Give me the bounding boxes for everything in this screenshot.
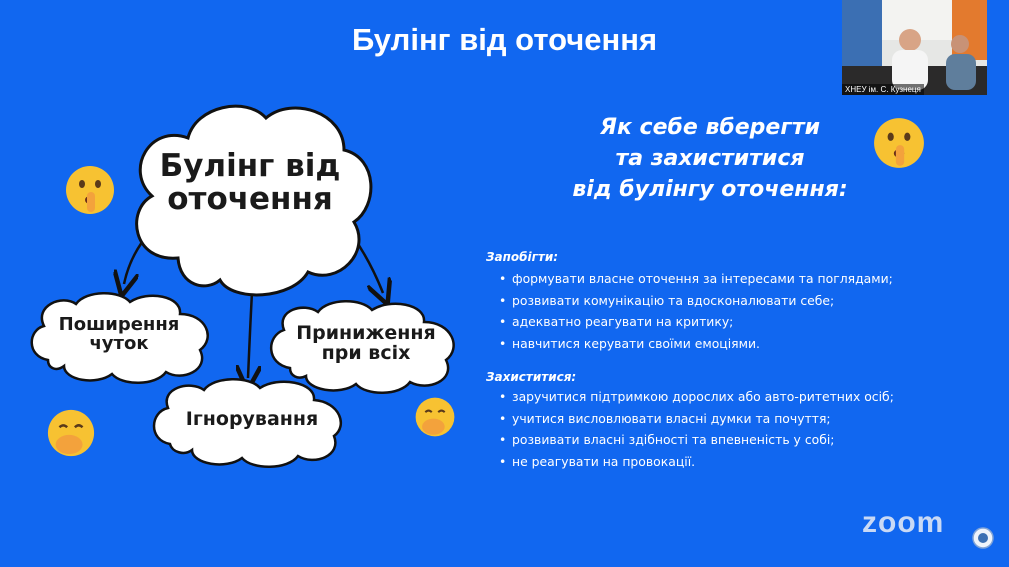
hand-over-mouth-face-icon xyxy=(46,408,96,458)
left-cloud-line-1: Поширення xyxy=(58,314,180,335)
list-item: • формувати власне оточення за інтересами та поглядами; xyxy=(512,268,893,290)
left-cloud-text xyxy=(44,316,194,354)
arrow-down xyxy=(248,292,252,378)
prevent-list xyxy=(486,268,893,354)
heading-line-1: Як себе вберегти xyxy=(600,115,820,140)
heading-line-3: від булінгу оточення: xyxy=(572,177,848,202)
protection-heading xyxy=(520,112,900,205)
list-item: • розвивати комунікацію та вдосконалювати себе; xyxy=(512,290,893,312)
bottom-cloud-text: Ігнорування xyxy=(185,408,319,430)
center-cloud-line-1: Булінг від xyxy=(159,148,341,184)
prevent-label: Запобігти: xyxy=(486,250,559,264)
zoom-logo: zoom xyxy=(862,506,945,539)
heading-line-2: та захиститися xyxy=(615,146,805,171)
left-cloud-line-2: чуток xyxy=(89,332,149,354)
university-seal-icon xyxy=(972,527,994,549)
shushing-face-icon xyxy=(64,164,116,216)
list-item: • адекватно реагувати на критику; xyxy=(512,311,893,333)
slide-title: Булінг від оточення xyxy=(351,22,658,57)
protect-list xyxy=(486,386,894,472)
list-item: • учитися висловлювати власні думки та почуття; xyxy=(512,408,894,430)
hand-over-mouth-face-icon xyxy=(414,396,456,438)
center-cloud-text xyxy=(150,150,350,215)
participant-name-label: ХНЕУ ім. С. Кузнеця xyxy=(842,84,924,95)
participant-video-tile[interactable] xyxy=(842,0,987,95)
list-item: • заручитися підтримкою дорослих або авто-ритетних осіб; xyxy=(512,386,894,408)
right-cloud-line-2: при всіх xyxy=(321,341,411,364)
video-frame xyxy=(842,0,987,95)
right-cloud-text xyxy=(286,324,446,364)
right-cloud-line-1: Приниження xyxy=(296,322,436,344)
center-cloud-line-2: оточення xyxy=(167,180,333,217)
list-item: • не реагувати на провокації. xyxy=(512,451,894,473)
list-item: • розвивати власні здібності та впевненість у собі; xyxy=(512,429,894,451)
list-item: • навчитися керувати своїми емоціями. xyxy=(512,333,893,355)
protect-label: Захиститися: xyxy=(486,370,577,384)
